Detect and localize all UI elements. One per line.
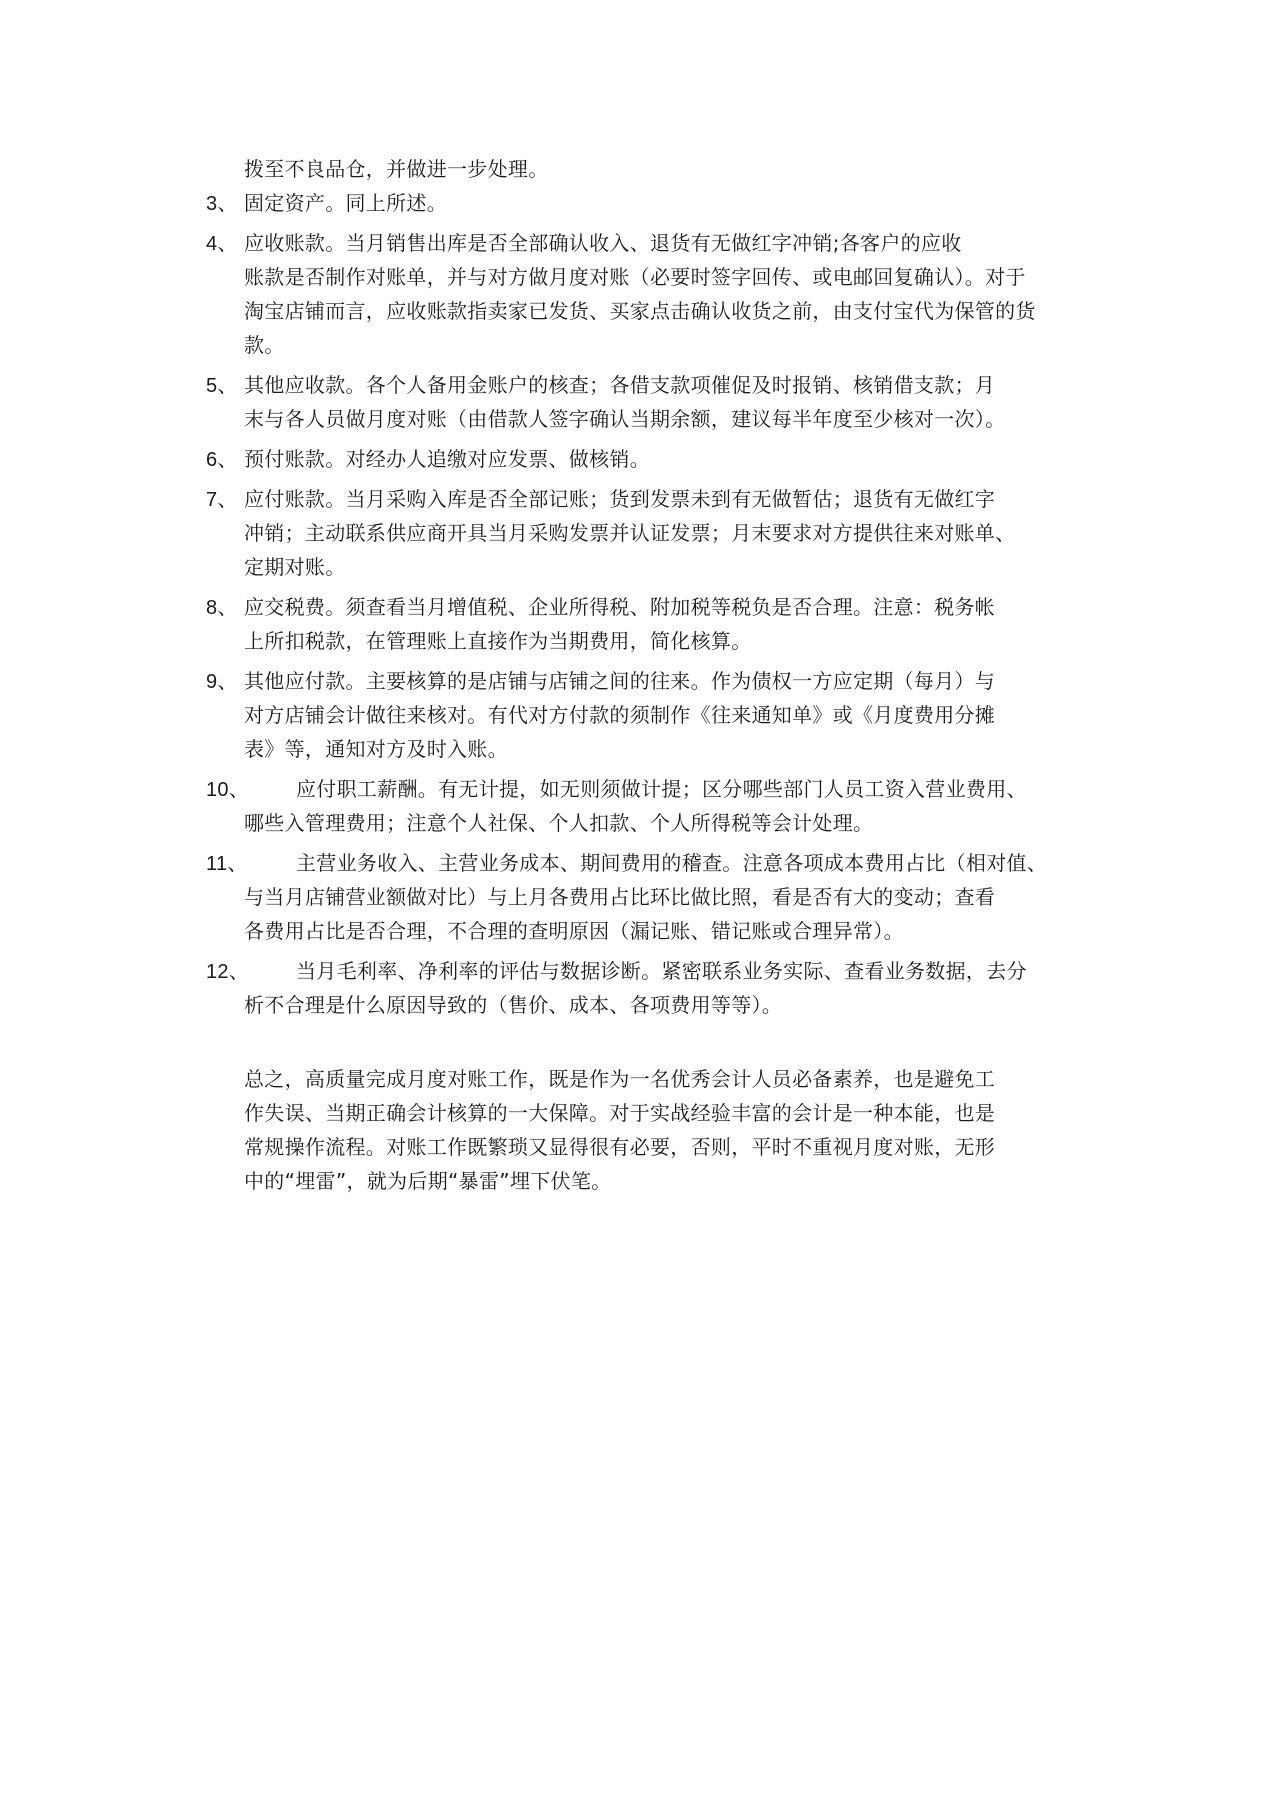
- list-item-text: 预付账款。对经办人追缴对应发票、做核销。: [244, 447, 650, 471]
- list-item-continuation-line: 对方店铺会计做往来核对。有代对方付款的须制作《往来通知单》或《月度费用分摊: [244, 703, 996, 727]
- closing-line: 中的“埋雷”，就为后期“暴雷”埋下伏笔。: [244, 1169, 612, 1193]
- list-item-continuation-line: 淘宝店铺而言，应收账款指卖家已发货、买家点击确认收货之前，由支付宝代为保管的货: [244, 299, 1036, 323]
- intro-line: 拨至不良品仓，并做进一步处理。: [244, 157, 549, 181]
- list-item: [206, 590, 1086, 658]
- list-item-first-line: [206, 482, 1086, 516]
- list-item-continuation-line: 哪些入管理费用；注意个人社保、个人扣款、个人所得税等会计处理。: [244, 811, 874, 835]
- list-item-first-line: [206, 226, 1086, 260]
- list-item-number: 11、: [206, 853, 248, 875]
- list-item: [206, 482, 1086, 584]
- list-item-first-line: [206, 368, 1086, 402]
- list-item-text: 主营业务收入、主营业务成本、期间费用的稽查。注意各项成本费用占比（相对值、: [296, 851, 1048, 875]
- list-item-number: 3、: [206, 193, 238, 215]
- list-item-first-line: [206, 442, 1086, 476]
- list-item-continuation-line: 与当月店铺营业额做对比）与上月各费用占比环比做比照，看是否有大的变动；查看: [244, 885, 996, 909]
- list-item: [206, 954, 1086, 1022]
- list-item-first-line: [206, 954, 1086, 988]
- closing-line: 常规操作流程。对账工作既繁琐又显得很有必要，否则，平时不重视月度对账，无形: [244, 1135, 996, 1159]
- list-item-continuation-line: 各费用占比是否合理，不合理的查明原因（漏记账、错记账或合理异常）。: [244, 919, 904, 943]
- numbered-list: [206, 186, 1086, 1028]
- list-item-text: 当月毛利率、净利率的评估与数据诊断。紧密联系业务实际、查看业务数据，去分: [296, 959, 1027, 983]
- list-item-text: 固定资产。同上所述。: [244, 191, 447, 215]
- list-item-text: 其他应收款。各个人备用金账户的核查；各借支款项催促及时报销、核销借支款；月: [244, 373, 996, 397]
- list-item-text: 应交税费。须查看当月增值税、企业所得税、附加税等税负是否合理。注意：税务帐: [244, 595, 996, 619]
- document-body: [206, 152, 1086, 1198]
- list-item: [206, 186, 1086, 220]
- list-item: [206, 772, 1086, 840]
- list-item: [206, 664, 1086, 766]
- list-item-text: 应付职工薪酬。有无计提，如无则须做计提；区分哪些部门人员工资入营业费用、: [296, 777, 1027, 801]
- list-item-number: 7、: [206, 489, 238, 511]
- list-item-first-line: [206, 590, 1086, 624]
- list-item-continuation-line: 末与各人员做月度对账（由借款人签字确认当期余额，建议每半年度至少核对一次）。: [244, 407, 1006, 431]
- list-item: [206, 368, 1086, 436]
- list-item-number: 6、: [206, 449, 238, 471]
- list-item-text: 应付账款。当月采购入库是否全部记账；货到发票未到有无做暂估；退货有无做红字: [244, 487, 996, 511]
- list-item-number: 5、: [206, 375, 238, 397]
- list-item-continuation-line: 表》等，通知对方及时入账。: [244, 737, 508, 761]
- list-item-number: 8、: [206, 597, 238, 619]
- paragraph-gap: [206, 1028, 1086, 1062]
- list-item: [206, 442, 1086, 476]
- list-item-number: 12、: [206, 961, 250, 983]
- list-item-first-line: [206, 846, 1086, 880]
- list-item-continuation-line: 账款是否制作对账单，并与对方做月度对账（必要时签字回传、或电邮回复确认）。对于: [244, 265, 1026, 289]
- list-item: [206, 226, 1086, 362]
- list-item-first-line: [206, 664, 1086, 698]
- list-item-first-line: [206, 772, 1086, 806]
- list-item-number: 10、: [206, 779, 250, 801]
- list-item-first-line: [206, 186, 1086, 220]
- list-item-continuation-line: 冲销；主动联系供应商开具当月采购发票并认证发票；月末要求对方提供往来对账单、: [244, 521, 1016, 545]
- list-item-number: 9、: [206, 671, 238, 693]
- closing-paragraph: [206, 1062, 1086, 1198]
- list-item-continuation-line: 析不合理是什么原因导致的（售价、成本、各项费用等等）。: [244, 993, 783, 1017]
- list-item-continuation-line: 定期对账。: [244, 555, 346, 579]
- list-item-continuation-line: 款。: [244, 333, 285, 357]
- list-item-number: 4、: [206, 233, 238, 255]
- list-item-text: 其他应付款。主要核算的是店铺与店铺之间的往来。作为债权一方应定期（每月）与: [244, 669, 996, 693]
- closing-line: 作失误、当期正确会计核算的一大保障。对于实战经验丰富的会计是一种本能，也是: [244, 1101, 996, 1125]
- list-item: [206, 846, 1086, 948]
- list-item-text: 应收账款。当月销售出库是否全部确认收入、退货有无做红字冲销;各客户的应收: [244, 231, 962, 255]
- closing-line: 总之，高质量完成月度对账工作，既是作为一名优秀会计人员必备素养，也是避免工: [244, 1067, 996, 1091]
- list-item-continuation-line: 上所扣税款，在管理账上直接作为当期费用，简化核算。: [244, 629, 752, 653]
